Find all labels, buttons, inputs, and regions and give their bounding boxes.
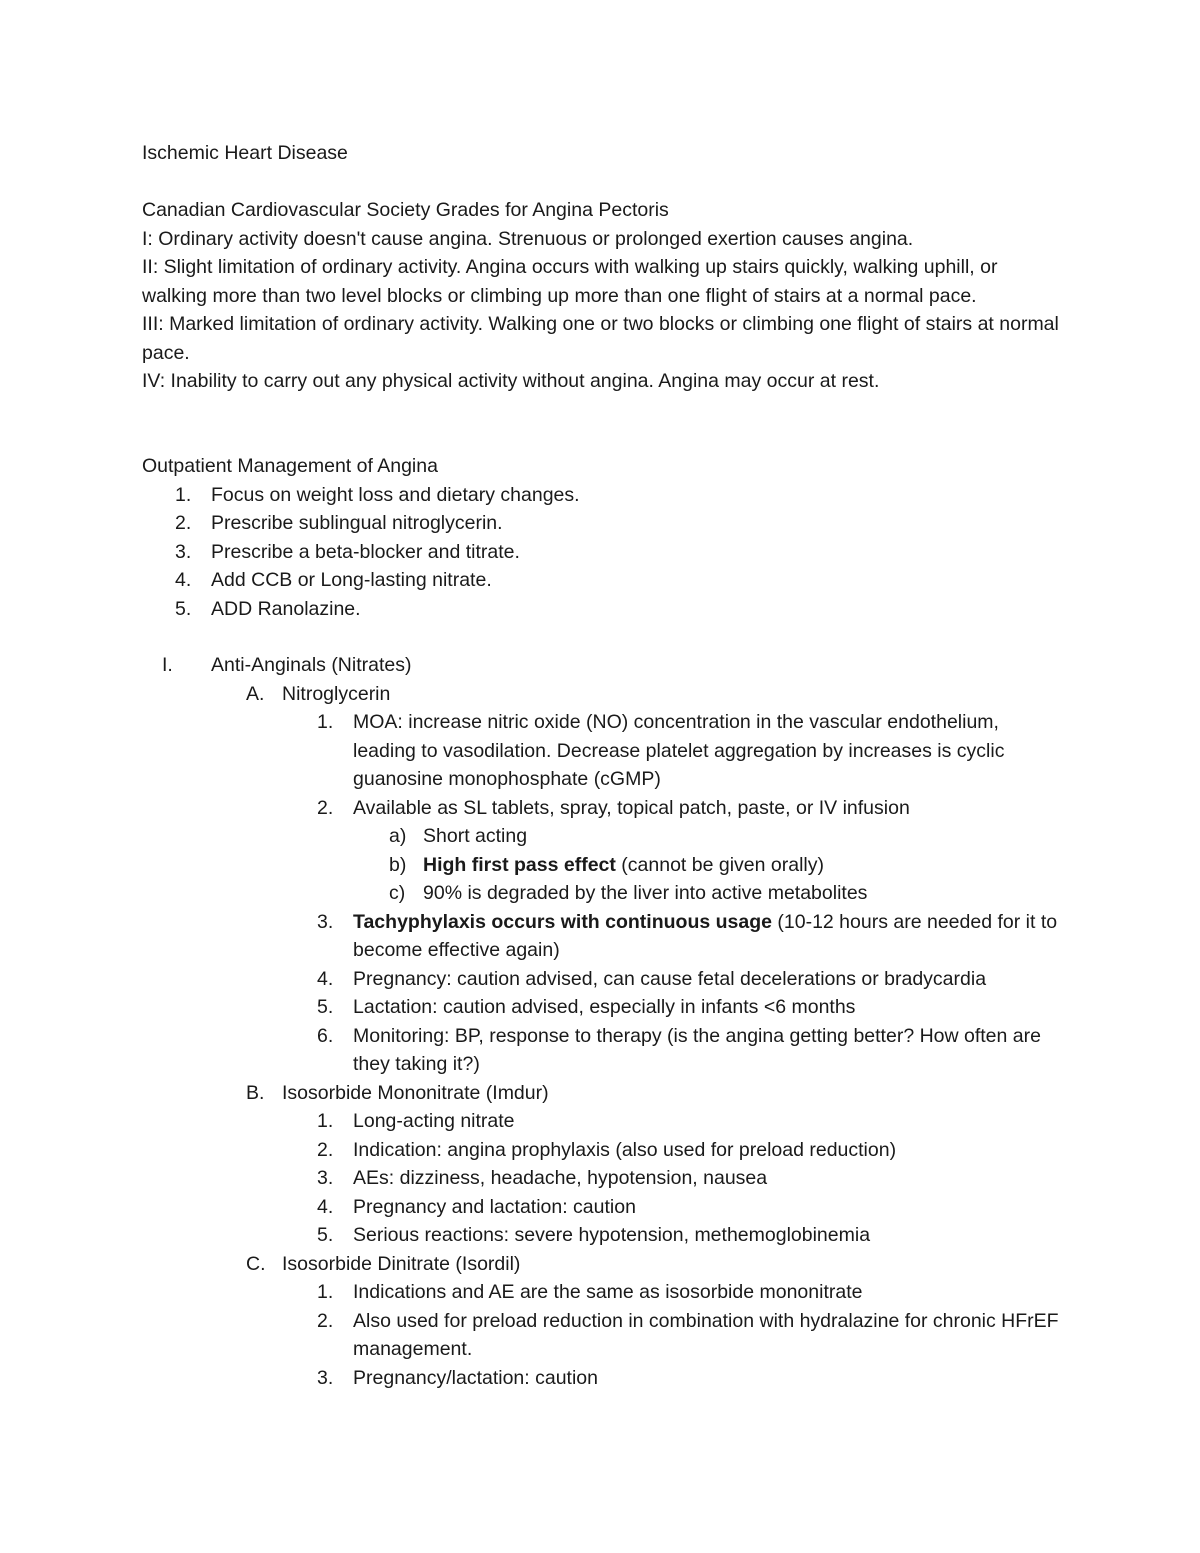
outpatient-step — [142, 509, 1060, 538]
list-text: Prescribe sublingual nitroglycerin. — [211, 512, 503, 534]
list-marker: c) — [389, 882, 406, 904]
list-marker: A. — [246, 682, 265, 705]
bold-text: High first pass effect — [423, 853, 616, 876]
list-text: Long-acting nitrate — [353, 1110, 515, 1132]
list-item — [142, 1364, 1060, 1393]
list-marker: 5. — [175, 597, 192, 620]
list-text — [423, 851, 1060, 880]
list-marker: b) — [389, 853, 407, 876]
list-marker: 4. — [317, 967, 334, 990]
list-item — [142, 1164, 1060, 1193]
list-item — [142, 1221, 1060, 1250]
list-text: Pregnancy/lactation: caution — [353, 1366, 598, 1389]
outpatient-step — [142, 481, 1060, 510]
list-marker: 1. — [317, 711, 334, 733]
outpatient-step — [142, 538, 1060, 567]
list-subitem — [142, 822, 1060, 851]
list-marker: 1. — [317, 1110, 334, 1132]
list-marker: a) — [389, 825, 407, 847]
list-text: Add CCB or Long-lasting nitrate. — [211, 569, 492, 591]
ccs-grade-3: III: Marked limitation of ordinary activity. Walking one or two blocks or climbing one flight of stairs at normal pace. — [142, 313, 1059, 364]
list-text: Prescribe a beta-blocker and titrate. — [211, 540, 520, 563]
list-item — [142, 1022, 1060, 1079]
list-text: Pregnancy: caution advised, can cause fetal decelerations or bradycardia — [353, 967, 987, 990]
list-text: Available as SL tablets, spray, topical patch, paste, or IV infusion — [353, 796, 910, 819]
section-i — [142, 651, 1060, 1392]
plain-text: (10-12 hours are needed for it to become effective again) — [353, 910, 1058, 961]
list-marker: 3. — [317, 1366, 334, 1389]
document-title: Ischemic Heart Disease — [142, 142, 348, 164]
list-item — [142, 993, 1060, 1022]
list-marker: 5. — [317, 1224, 334, 1246]
list-item — [142, 965, 1060, 994]
list-item — [142, 1107, 1060, 1136]
ccs-grade-2: II: Slight limitation of ordinary activity. Angina occurs with walking up stairs quickly, walking uphill, or walking more than two level blocks or climbing up more than one flight of stairs at a normal pace. — [142, 256, 998, 307]
bold-text: Tachyphylaxis occurs with continuous usage — [353, 910, 772, 933]
list-marker: 4. — [317, 1195, 334, 1218]
list-marker: 1. — [317, 1281, 334, 1303]
list-marker: 3. — [317, 1167, 334, 1189]
list-marker: 3. — [317, 910, 334, 933]
list-marker: 1. — [175, 483, 192, 506]
outpatient-step — [142, 566, 1060, 595]
list-marker: 2. — [317, 1138, 334, 1161]
subsection-heading — [142, 1079, 1060, 1108]
list-marker: 3. — [175, 540, 192, 563]
list-item — [142, 908, 1060, 965]
list-marker: B. — [246, 1081, 265, 1104]
outpatient-heading: Outpatient Management of Angina — [142, 455, 438, 477]
list-subitem — [142, 879, 1060, 908]
list-item — [142, 1278, 1060, 1307]
list-marker: 2. — [317, 1309, 334, 1332]
list-marker: 2. — [175, 512, 192, 534]
list-text: Lactation: caution advised, especially in infants <6 months — [353, 996, 856, 1018]
list-text: Focus on weight loss and dietary changes. — [211, 483, 580, 506]
list-text: Serious reactions: severe hypotension, methemoglobinemia — [353, 1224, 871, 1246]
list-text: Indications and AE are the same as isosorbide mononitrate — [353, 1281, 863, 1303]
list-text: ADD Ranolazine. — [211, 597, 361, 620]
list-marker: 5. — [317, 996, 334, 1018]
ccs-grade-1: I: Ordinary activity doesn't cause angina. Strenuous or prolonged exertion causes angina. — [142, 227, 914, 250]
ccs-section — [142, 196, 1060, 396]
section-heading — [142, 651, 1060, 680]
list-item — [142, 794, 1060, 823]
list-text: Pregnancy and lactation: caution — [353, 1195, 636, 1218]
list-text: Also used for preload reduction in combination with hydralazine for chronic HFrEF management. — [353, 1309, 1059, 1360]
plain-text: (cannot be given orally) — [615, 853, 825, 876]
list-item — [142, 1136, 1060, 1165]
subsection-heading — [142, 1250, 1060, 1279]
list-text: Monitoring: BP, response to therapy (is the angina getting better? How often are they taking it?) — [353, 1024, 1041, 1075]
list-item — [142, 1307, 1060, 1364]
list-subitem — [142, 851, 1060, 880]
list-text: Indication: angina prophylaxis (also used for preload reduction) — [353, 1138, 897, 1161]
subsection-title: Isosorbide Dinitrate (Isordil) — [282, 1252, 521, 1275]
subsection-heading — [142, 680, 1060, 709]
outpatient-section — [142, 452, 1060, 623]
list-marker: 4. — [175, 569, 192, 591]
ccs-heading: Canadian Cardiovascular Society Grades for Angina Pectoris — [142, 199, 669, 221]
list-text: AEs: dizziness, headache, hypotension, nausea — [353, 1167, 768, 1189]
list-text — [353, 908, 1060, 965]
list-text: Short acting — [423, 825, 528, 847]
list-item — [142, 1193, 1060, 1222]
list-marker: I. — [162, 654, 173, 676]
subsection-title: Isosorbide Mononitrate (Imdur) — [282, 1081, 549, 1104]
list-text: MOA: increase nitric oxide (NO) concentration in the vascular endothelium, leading to vasodilation. Decrease platelet aggregation by increases is cyclic guanosine monophosphate (cGMP) — [353, 711, 1005, 790]
section-title: Anti-Anginals (Nitrates) — [211, 654, 412, 676]
list-text: 90% is degraded by the liver into active metabolites — [423, 882, 868, 904]
list-marker: 2. — [317, 796, 334, 819]
list-item — [142, 708, 1060, 794]
list-marker: 6. — [317, 1024, 334, 1047]
subsection-title: Nitroglycerin — [282, 682, 391, 705]
outpatient-step — [142, 595, 1060, 624]
list-marker: C. — [246, 1252, 266, 1275]
ccs-grade-4: IV: Inability to carry out any physical activity without angina. Angina may occur at rest. — [142, 370, 880, 392]
